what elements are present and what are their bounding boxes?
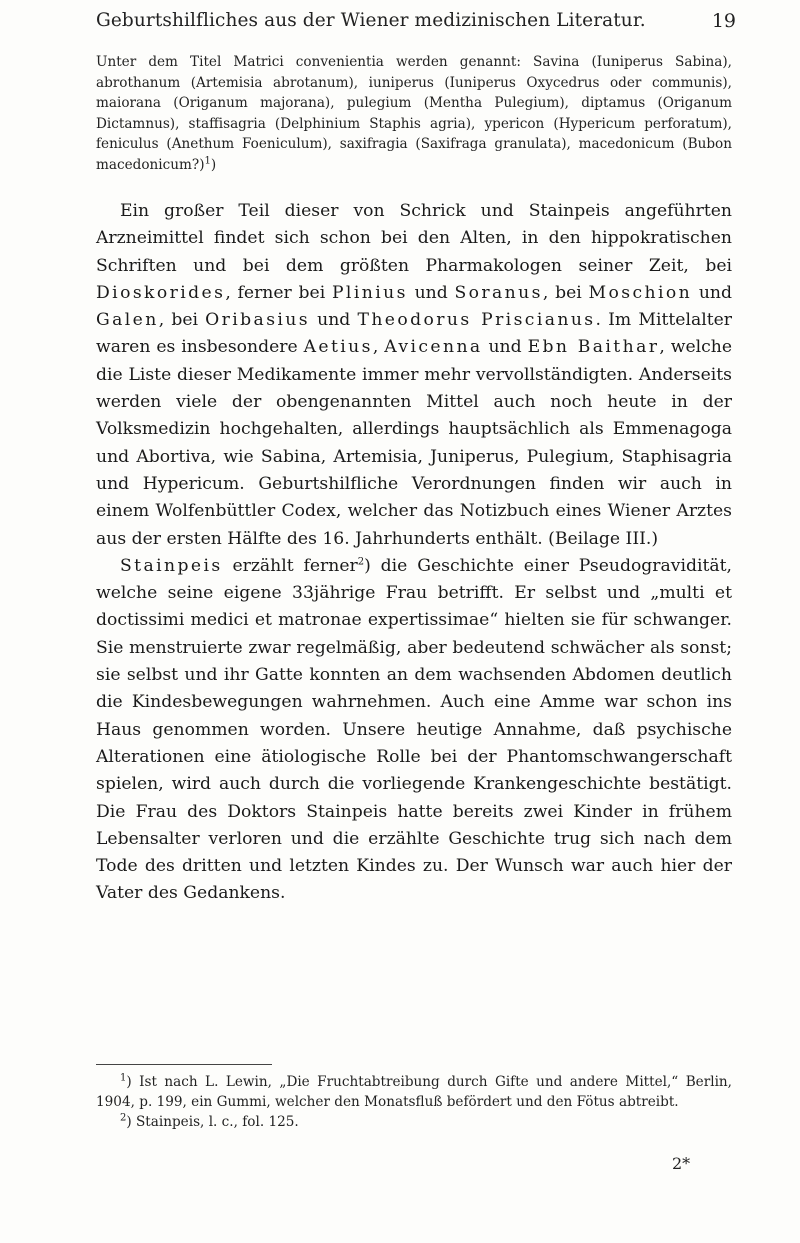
signature-mark: 2* <box>672 1154 691 1173</box>
text-run: ) die Geschichte einer Pseudogravidität, welche seine eigene 33jährige Frau betrifft. Er selbst und „multi et doctissimi medici et matronae expertissimae“ hielten sie für schwanger. Sie menstruierte zwar regelmäßig, aber bedeutend schwächer als sonst; sie selbst und ihr Gatte konnten an dem wachsenden Abdomen deutlich die Kindesbewegungen wahrnehmen. Auch eine Amme war schon ins Haus genommen worden. Unsere heutige Annahme, daß psychische Alterationen eine ätiologische Rolle bei der Phantomschwangerschaft spielen, wird auch durch die vorliegende Krankengeschichte bestätigt. Die Frau des Doktors Stainpeis hatte bereits zwei Kinder in frühem Lebensalter verloren und die erzählte Geschichte trug sich nach dem Tode des dritten und letzten Kindes zu. Der Wunsch war auch hier der Vater des Gedankens. <box>96 555 732 904</box>
footnote-2 <box>96 1112 732 1132</box>
name-oribasius: Oribasius <box>205 310 311 331</box>
name-galen: Galen <box>96 310 159 331</box>
text-run: und <box>310 310 358 331</box>
text-run: Ein großer Teil dieser von Schrick und Stainpeis angeführten Arzneimittel findet sich schon bei den Alten, in den hippokratischen Schriften und bei dem größten Pharmakologen seiner Zeit, bei <box>96 201 732 276</box>
name-stainpeis: Stainpeis <box>120 555 223 576</box>
name-ebn-baithar: Ebn Baithar <box>527 337 660 358</box>
name-soranus: Soranus <box>454 282 543 303</box>
footnote-mark: 2 <box>120 1112 127 1124</box>
running-head <box>96 10 736 40</box>
name-aetius: Aetius <box>303 337 373 358</box>
text-run: und <box>482 337 528 358</box>
footnote-divider <box>96 1064 272 1065</box>
name-plinius: Plinius <box>331 282 408 303</box>
footnote-mark: 1 <box>120 1072 127 1084</box>
text-run: , <box>372 337 385 358</box>
paragraph-pseudopregnancy <box>96 553 732 908</box>
name-dioskorides: Dioskorides <box>96 282 226 303</box>
name-avicenna: Avicenna <box>384 337 483 358</box>
footnote-text: ) Stainpeis, l. c., fol. 125. <box>126 1114 299 1130</box>
medicine-list-close: ) <box>210 156 217 173</box>
footnotes <box>96 1072 732 1132</box>
text-run: , bei <box>158 310 206 331</box>
footnote-text: ) Ist nach L. Lewin, „Die Fruchtabtreibung durch Gifte und andere Mittel,“ Berlin, 1904, p. 199, ein Gummi, welcher den Monatsfluß befördert und den Fötus abtreibt. <box>96 1074 732 1110</box>
text-run: und <box>407 282 455 303</box>
main-text <box>96 198 732 908</box>
text-run: erzählt ferner <box>222 555 358 576</box>
paragraph-pharmacology <box>96 198 732 553</box>
medicine-list-text: Unter dem Titel Matrici convenientia werden genannt: Savina (Iuniperus Sabina), abrothanum (Artemisia abrotanum), iuniperus (Iuniperus Oxycedrus oder communis), maiorana (Origanum majorana), pulegium (Mentha Pulegium), diptamus (Origanum Dictamnus), staffisagria (Delphinium Staphis agria), ypericon (Hypericum perforatum), feniculus (Anethum Foeniculum), saxifragia (Saxifraga granulata), macedonicum (Bubon macedonicum?) <box>96 54 732 173</box>
text-run: und <box>692 282 733 303</box>
text-run: , ferner bei <box>225 282 332 303</box>
name-theodorus-priscianus: Theodorus Priscianus <box>357 310 596 331</box>
name-moschion: Moschion <box>588 282 693 303</box>
running-title: Geburtshilfliches aus der Wiener medizinischen Literatur. <box>96 10 646 31</box>
footnote-1 <box>96 1072 732 1112</box>
medicine-list-paragraph <box>96 52 732 176</box>
text-run: , welche die Liste dieser Medikamente immer mehr vervollständigten. Anderseits werden viele der obengenannten Mittel auch noch heute in der Volksmedizin hochgehalten, allerdings hauptsächlich als Emmenagoga und Abortiva, wie Sabina, Artemisia, Juniperus, Pulegium, Staphisagria und Hypericum. Geburtshilfliche Verordnungen finden wir auch in einem Wolfenbüttler Codex, welcher das Notizbuch eines Wiener Arztes aus der ersten Hälfte des 16. Jahrhunderts enthält. (Beilage III.) <box>96 337 732 549</box>
text-run: . Im Mittelalter waren es insbesondere <box>96 310 732 358</box>
page-number: 19 <box>711 10 736 32</box>
text-run: , bei <box>542 282 589 303</box>
footnote-ref-1: 1 <box>204 155 211 167</box>
footnote-ref-2: 2 <box>357 556 365 568</box>
